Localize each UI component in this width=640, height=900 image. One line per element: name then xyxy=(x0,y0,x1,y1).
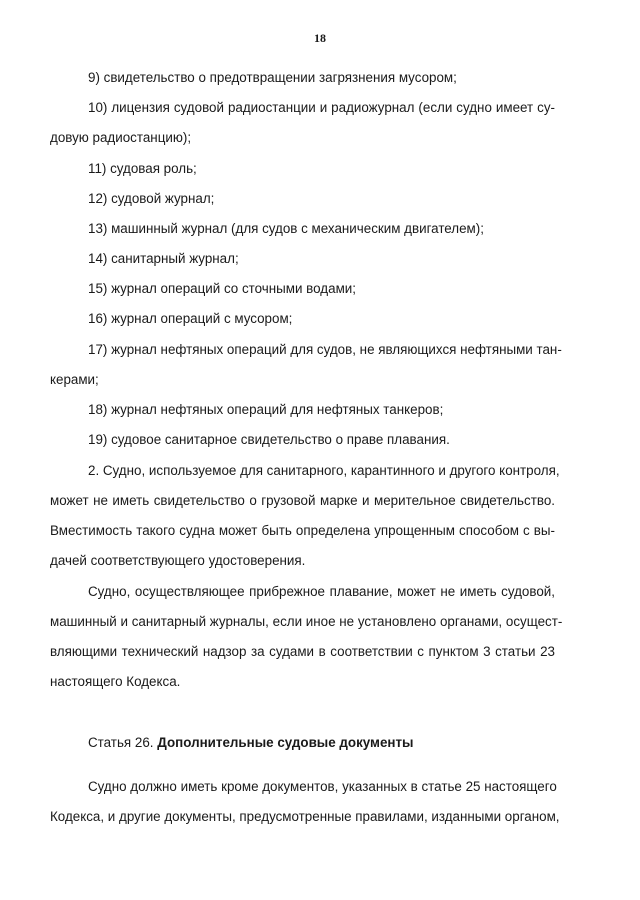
paragraph-2-line-3: Вместимость такого судна может быть определена упрощенным способом с вы- xyxy=(50,523,555,538)
paragraph-2-line-4: дачей соответствующего удостоверения. xyxy=(50,553,306,568)
list-item-13: 13) машинный журнал (для судов с механическим двигателем); xyxy=(88,221,484,236)
list-item-11: 11) судовая роль; xyxy=(88,161,197,176)
page-number: 18 xyxy=(314,31,326,45)
list-item-17: 17) журнал нефтяных операций для судов, не являющихся нефтяными тан- xyxy=(88,342,562,357)
article-title: Дополнительные судовые документы xyxy=(157,735,414,750)
paragraph-3-line-4: настоящего Кодекса. xyxy=(50,674,181,689)
paragraph-2-line-1: 2. Судно, используемое для санитарного, карантинного и другого контроля, xyxy=(88,463,560,478)
list-item-14: 14) санитарный журнал; xyxy=(88,251,239,266)
paragraph-2-line-2: может не иметь свидетельство о грузовой марке и мерительное свидетельство. xyxy=(50,493,555,508)
paragraph-4-line-1: Судно должно иметь кроме документов, указанных в статье 25 настоящего xyxy=(88,779,557,794)
list-item-12: 12) судовой журнал; xyxy=(88,191,215,206)
list-item-19: 19) судовое санитарное свидетельство о праве плавания. xyxy=(88,432,450,447)
list-item-10-continuation: довую радиостанцию); xyxy=(50,130,192,145)
article-prefix: Статья 26. xyxy=(88,735,154,750)
paragraph-3-line-2: машинный и санитарный журналы, если иное не установлено органами, осущест- xyxy=(50,614,563,629)
list-item-15: 15) журнал операций со сточными водами; xyxy=(88,281,356,296)
list-item-16: 16) журнал операций с мусором; xyxy=(88,311,293,326)
list-item-9: 9) свидетельство о предотвращении загрязнения мусором; xyxy=(88,70,457,85)
list-item-18: 18) журнал нефтяных операций для нефтяных танкеров; xyxy=(88,402,444,417)
list-item-10: 10) лицензия судовой радиостанции и радиожурнал (если судно имеет су- xyxy=(88,100,555,115)
paragraph-4-line-2: Кодекса, и другие документы, предусмотренные правилами, изданными органом, xyxy=(50,809,560,824)
list-item-17-continuation: керами; xyxy=(50,372,99,387)
paragraph-3-line-3: вляющими технический надзор за судами в соответствии с пунктом 3 статьи 23 xyxy=(50,644,555,659)
article-heading xyxy=(88,735,414,751)
paragraph-3-line-1: Судно, осуществляющее прибрежное плавание, может не иметь судовой, xyxy=(88,584,555,599)
